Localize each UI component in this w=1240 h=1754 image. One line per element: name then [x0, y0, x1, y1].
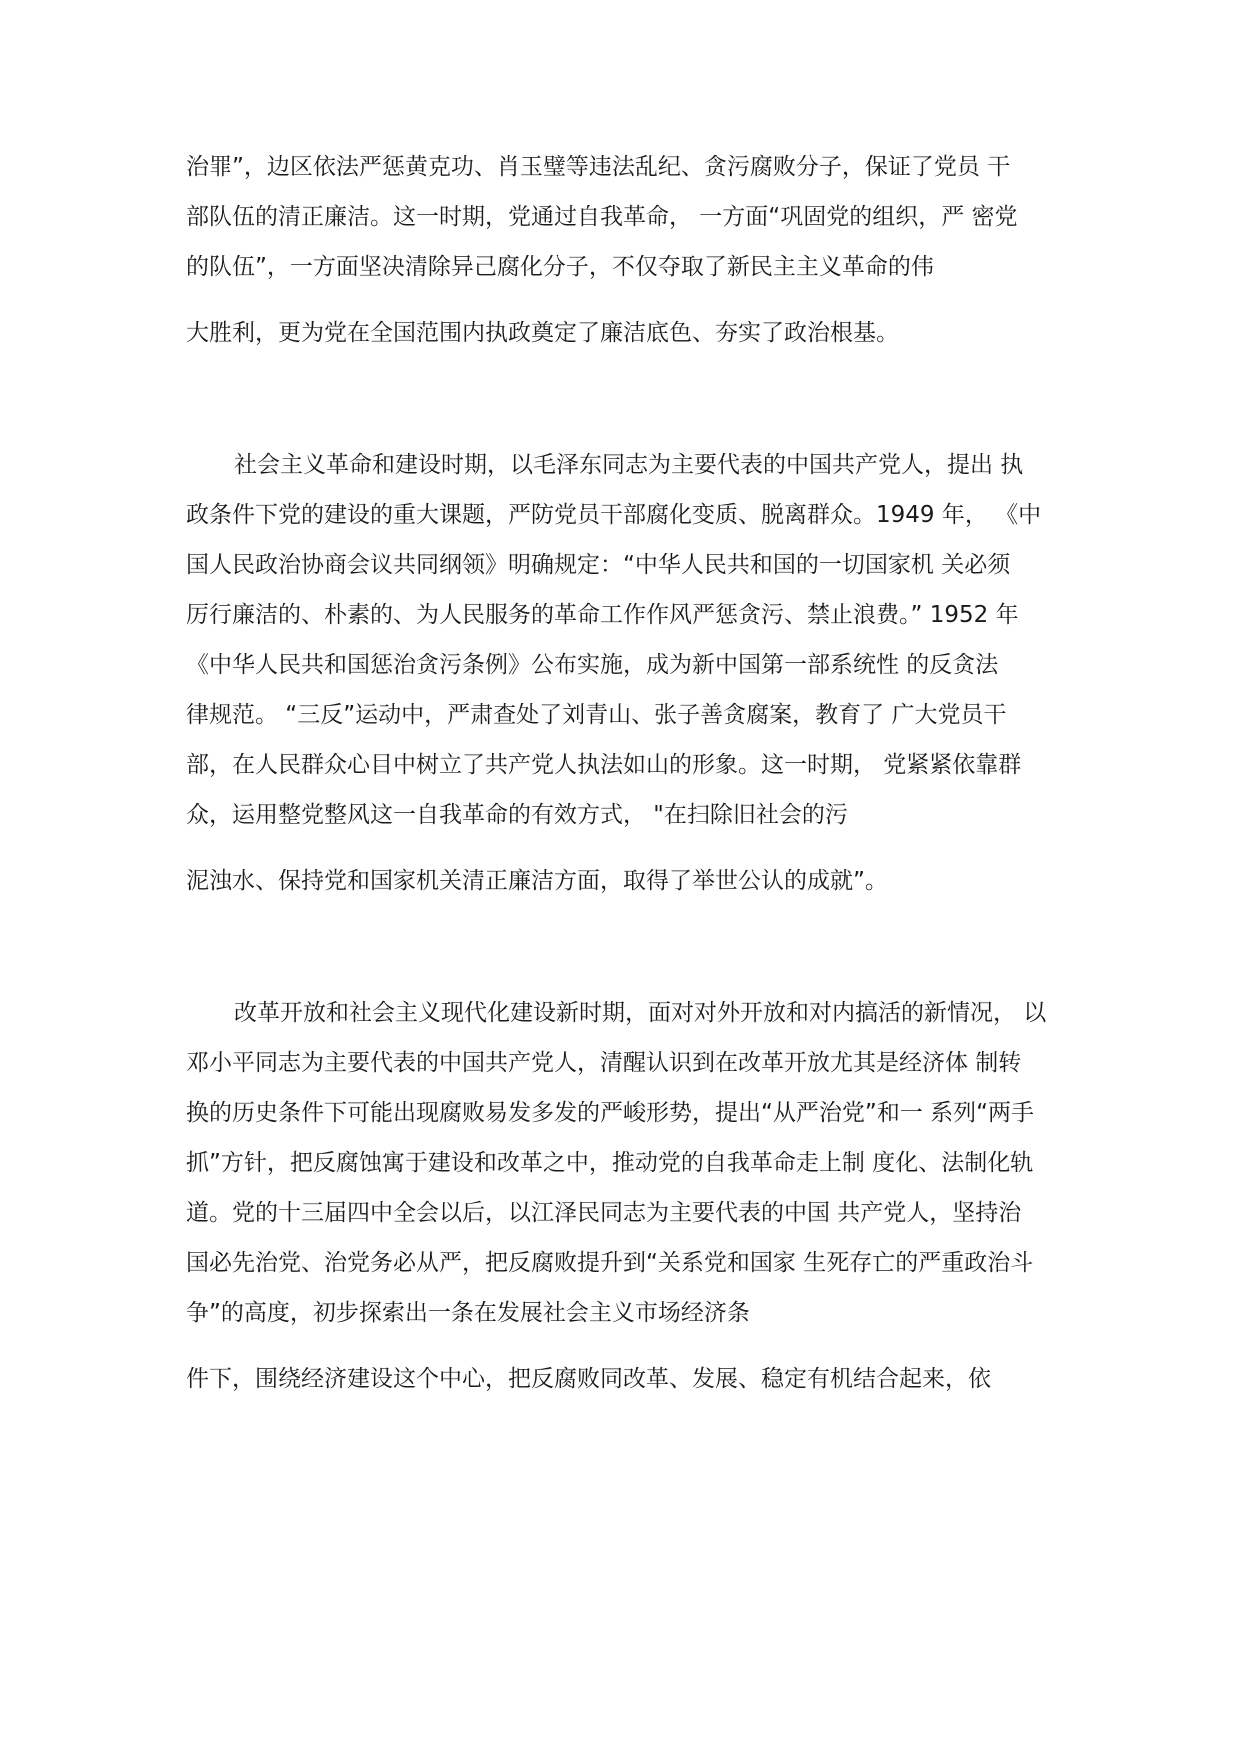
text-line: 泥浊水、保持党和国家机关清正廉洁方面，取得了举世公认的成就”。: [186, 868, 888, 894]
text-line: 治罪”，边区依法严惩黄克功、肖玉璧等违法乱纪、贪污腐败分子，保证了党员 干: [186, 154, 1011, 180]
text-line: 件下，围绕经济建设这个中心，把反腐败同改革、发展、稳定有机结合起来，依: [186, 1366, 991, 1392]
text-line: 邓小平同志为主要代表的中国共产党人，清醒认识到在改革开放尤其是经济体 制转: [186, 1050, 1022, 1076]
text-line: 抓”方针，把反腐蚀寓于建设和改革之中，推动党的自我革命走上制 度化、法制化轨: [186, 1150, 1034, 1176]
text-line: 部，在人民群众心目中树立了共产党人执法如山的形象。这一时期， 党紧紧依靠群: [186, 752, 1022, 778]
text-line: 厉行廉洁的、朴素的、为人民服务的革命工作作风严惩贪污、禁止浪费。” 1952 年: [186, 602, 1019, 628]
text-line: 道。党的十三届四中全会以后，以江泽民同志为主要代表的中国 共产党人，坚持治: [186, 1200, 1022, 1226]
text-line: 的队伍”，一方面坚决清除异己腐化分子，不仅夺取了新民主主义革命的伟: [186, 254, 934, 280]
text-line: 争”的高度，初步探索出一条在发展社会主义市场经济条: [186, 1300, 750, 1326]
text-line: 《中华人民共和国惩治贪污条例》公布实施，成为新中国第一部系统性 的反贪法: [186, 652, 999, 678]
text-line: 众，运用整党整风这一自我革命的有效方式， "在扫除旧社会的污: [186, 802, 848, 828]
text-line: 政条件下党的建设的重大课题，严防党员干部腐化变质、脱离群众。1949 年， 《中: [186, 502, 1042, 528]
text-line: 国人民政治协商会议共同纲领》明确规定：“中华人民共和国的一切国家机 关必须: [186, 552, 1011, 578]
text-line: 社会主义革命和建设时期，以毛泽东同志为主要代表的中国共产党人，提出 执: [234, 452, 1024, 478]
text-line: 律规范。 “三反”运动中，严肃查处了刘青山、张子善贪腐案，教育了 广大党员干: [186, 702, 1007, 728]
text-line: 国必先治党、治党务必从严，把反腐败提升到“关系党和国家 生死存亡的严重政治斗: [186, 1250, 1034, 1276]
text-line: 换的历史条件下可能出现腐败易发多发的严峻形势，提出“从严治党”和一 系列“两手: [186, 1100, 1035, 1126]
text-line: 改革开放和社会主义现代化建设新时期，面对对外开放和对内搞活的新情况， 以: [234, 1000, 1047, 1026]
text-line: 大胜利，更为党在全国范围内执政奠定了廉洁底色、夯实了政治根基。: [186, 320, 899, 346]
text-line: 部队伍的清正廉洁。这一时期，党通过自我革命， 一方面“巩固党的组织，严 密党: [186, 204, 1018, 230]
